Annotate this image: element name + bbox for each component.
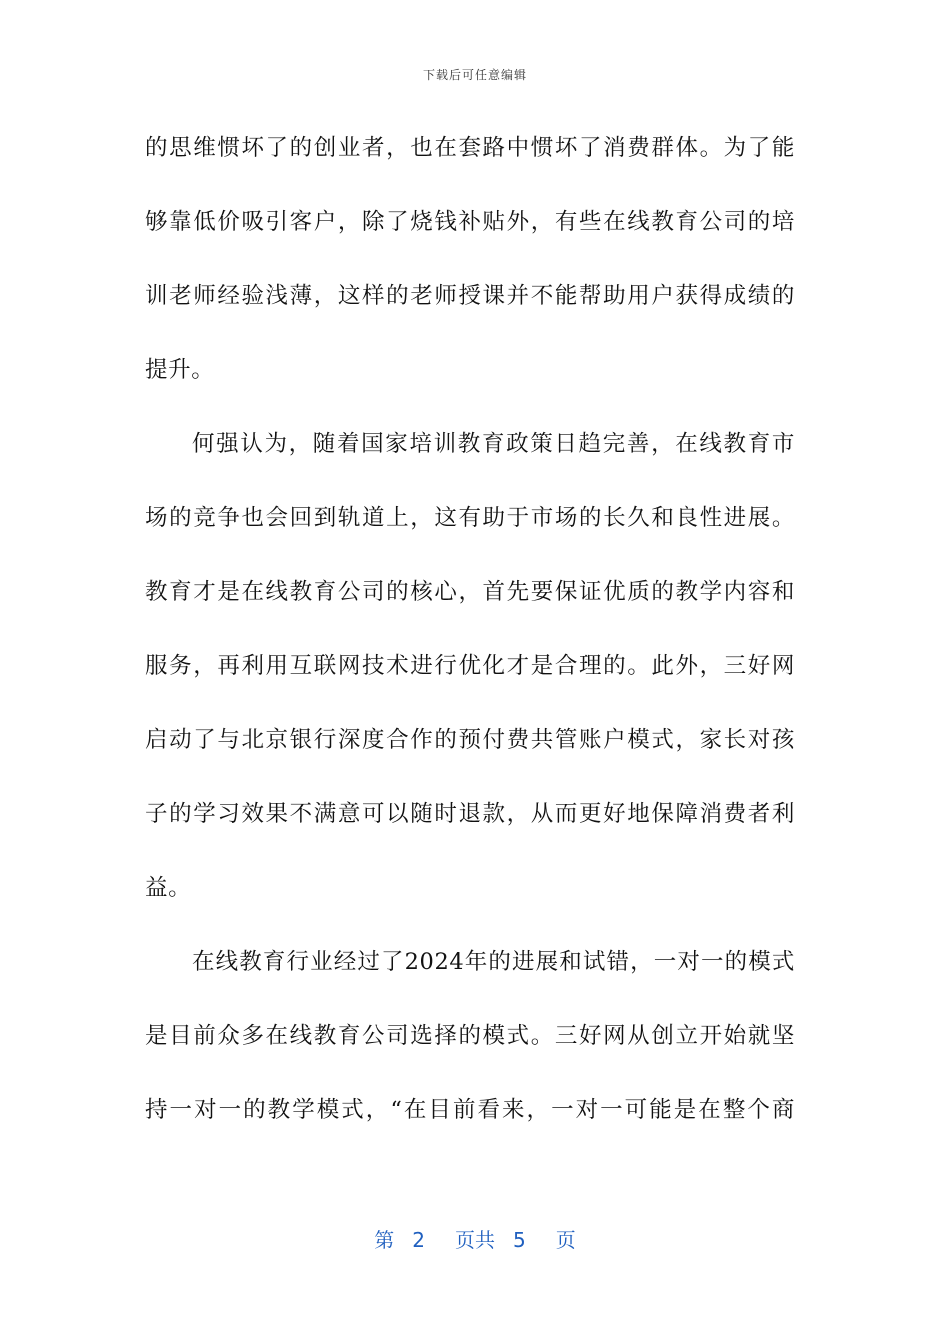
text-line: 训老师经验浅薄，这样的老师授课并不能帮助用户获得成绩的	[145, 283, 795, 309]
paragraph-3	[145, 925, 795, 1147]
footer-total-pages: 5	[513, 1228, 526, 1252]
paragraph-2	[145, 407, 795, 925]
text-line: 是目前众多在线教育公司选择的模式。三好网从创立开始就坚	[145, 1023, 795, 1049]
header-note: 下载后可任意编辑	[422, 68, 527, 82]
text-line: 子的学习效果不满意可以随时退款，从而更好地保障消费者利	[145, 801, 795, 827]
text-line: 益。	[145, 875, 192, 901]
text-line: 何强认为，随着国家培训教育政策日趋完善，在线教育市	[192, 431, 795, 457]
document-body	[145, 111, 795, 1147]
text-line: 教育才是在线教育公司的核心，首先要保证优质的教学内容和	[145, 579, 795, 605]
page-footer	[0, 1224, 950, 1253]
text-line: 场的竞争也会回到轨道上，这有助于市场的长久和良性进展。	[145, 505, 795, 531]
footer-current-page: 2	[412, 1228, 425, 1252]
text-line: 服务，再利用互联网技术进行优化才是合理的。此外，三好网	[145, 653, 795, 679]
text-line: 提升。	[145, 357, 215, 383]
text-line: 持一对一的教学模式，“在目前看来，一对一可能是在整个商	[145, 1097, 795, 1123]
text-line: 启动了与北京银行深度合作的预付费共管账户模式，家长对孩	[145, 727, 795, 753]
paragraph-1	[145, 111, 795, 407]
footer-middle: 页共	[455, 1228, 495, 1252]
text-line: 够靠低价吸引客户，除了烧钱补贴外，有些在线教育公司的培	[145, 209, 795, 235]
text-line: 的思维惯坏了的创业者，也在套路中惯坏了消费群体。为了能	[145, 135, 795, 161]
text-line: 在线教育行业经过了2024年的进展和试错，一对一的模式	[192, 949, 795, 975]
footer-prefix: 第	[374, 1228, 395, 1252]
footer-suffix: 页	[555, 1228, 576, 1252]
